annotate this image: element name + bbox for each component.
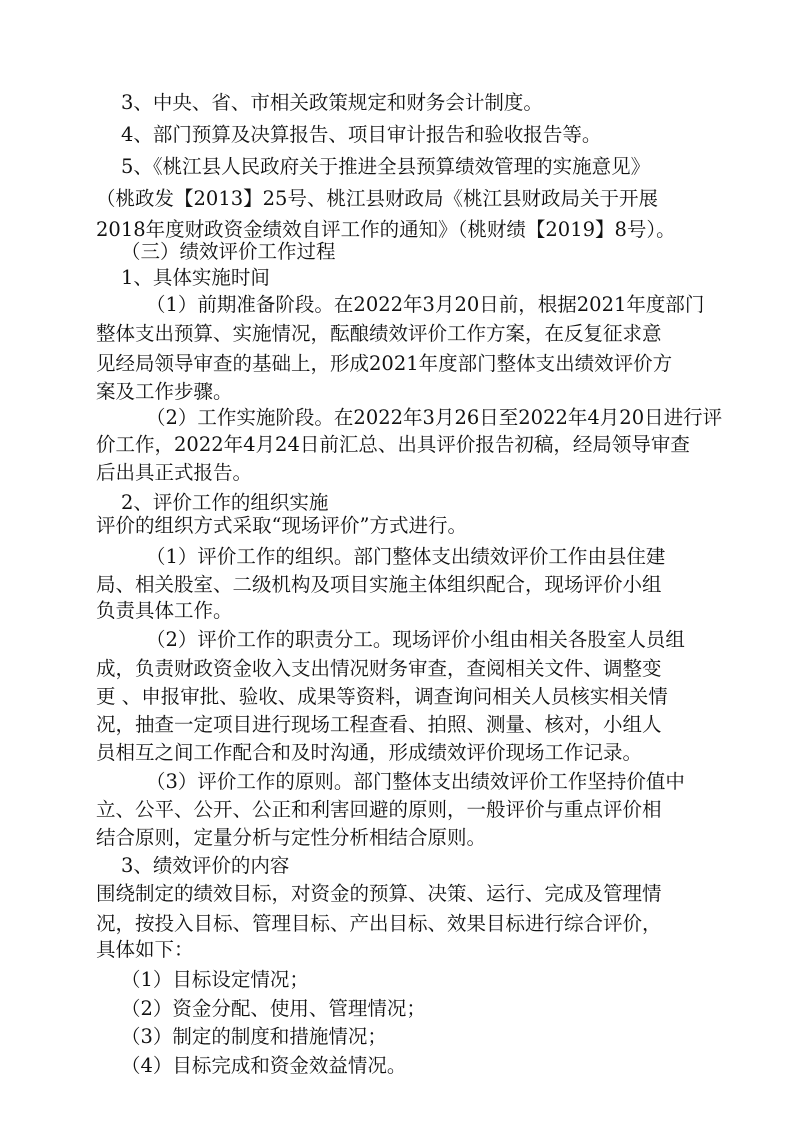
paragraph-line: 整体支出预算、实施情况，酝酿绩效评价工作方案，在反复征求意 bbox=[96, 322, 662, 345]
list-item-4-reports: 4、部门预算及决算报告、项目审计报告和验收报告等。 bbox=[121, 123, 602, 146]
paragraph-line: 价工作，2022年4月24日前汇总、出具评价报告初稿，经局领导审查 bbox=[96, 433, 690, 456]
paragraph-line: 2018年度财政资金绩效自评工作的通知》（桃财绩【2019】8号）。 bbox=[96, 218, 676, 241]
paragraph-line: 况，抽查一定项目进行现场工程查看、拍照、测量、核对，小组人 bbox=[96, 713, 662, 736]
paragraph-line: 成，负责财政资金收入支出情况财务审查，查阅相关文件、调整变 bbox=[96, 657, 662, 680]
paragraph-line: （2）评价工作的职责分工。现场评价小组由相关各股室人员组 bbox=[146, 628, 685, 651]
paragraph-line: 案及工作步骤。 bbox=[96, 380, 233, 403]
paragraph-line: （1）前期准备阶段。在2022年3月20日前，根据2021年度部门 bbox=[146, 293, 705, 316]
paragraph-line: 围绕制定的绩效目标，对资金的预算、决策、运行、完成及管理情 bbox=[96, 882, 662, 905]
section-heading-process: （三）绩效评价工作过程 bbox=[121, 240, 336, 263]
paragraph-line: （3）评价工作的原则。部门整体支出绩效评价工作坚持价值中 bbox=[146, 770, 685, 793]
paragraph-line: 况，按投入目标、管理目标、产出目标、效果目标进行综合评价， bbox=[96, 912, 662, 935]
paragraph-line: 局、相关股室、二级机构及项目实施主体组织配合，现场评价小组 bbox=[96, 573, 662, 596]
paragraph-line: 负责具体工作。 bbox=[96, 599, 233, 622]
list-item: （2）资金分配、使用、管理情况； bbox=[121, 997, 426, 1020]
paragraph-line: （桃政发【2013】25号、桃江县财政局《桃江县财政局关于开展 bbox=[96, 187, 658, 210]
list-item: （1）目标设定情况； bbox=[121, 968, 309, 991]
list-item: （3）制定的制度和措施情况； bbox=[121, 1025, 387, 1048]
list-item-3-policies: 3、中央、省、市相关政策规定和财务会计制度。 bbox=[121, 91, 543, 114]
paragraph-line: 具体如下： bbox=[96, 938, 194, 961]
paragraph-line: 立、公平、公开、公正和利害回避的原则，一般评价与重点评价相 bbox=[96, 798, 662, 821]
paragraph-line: 结合原则，定量分析与定性分析相结合原则。 bbox=[96, 826, 487, 849]
paragraph-line: 见经局领导审查的基础上，形成2021年度部门整体支出绩效评价方 bbox=[96, 352, 673, 375]
paragraph-line: 后出具正式报告。 bbox=[96, 461, 253, 484]
paragraph-line: 员相互之间工作配合和及时沟通，形成绩效评价现场工作记录。 bbox=[96, 741, 643, 764]
paragraph-line: 更 、申报审批、验收、成果等资料，调查询问相关人员核实相关情 bbox=[96, 685, 668, 708]
list-item-5-opinions: 5、《桃江县人民政府关于推进全县预算绩效管理的实施意见》 bbox=[121, 155, 651, 178]
subheading-implementation-time: 1、具体实施时间 bbox=[121, 266, 270, 289]
subheading-organization: 2、评价工作的组织实施 bbox=[121, 491, 329, 514]
list-item: （4）目标完成和资金效益情况。 bbox=[121, 1054, 407, 1077]
paragraph-line: 评价的组织方式采取“现场评价”方式进行。 bbox=[96, 514, 467, 537]
paragraph-line: （1）评价工作的组织。部门整体支出绩效评价工作由县住建 bbox=[146, 545, 666, 568]
subheading-content: 3、绩效评价的内容 bbox=[121, 854, 290, 877]
paragraph-line: （2）工作实施阶段。在2022年3月26日至2022年4月20日进行评 bbox=[146, 406, 723, 429]
